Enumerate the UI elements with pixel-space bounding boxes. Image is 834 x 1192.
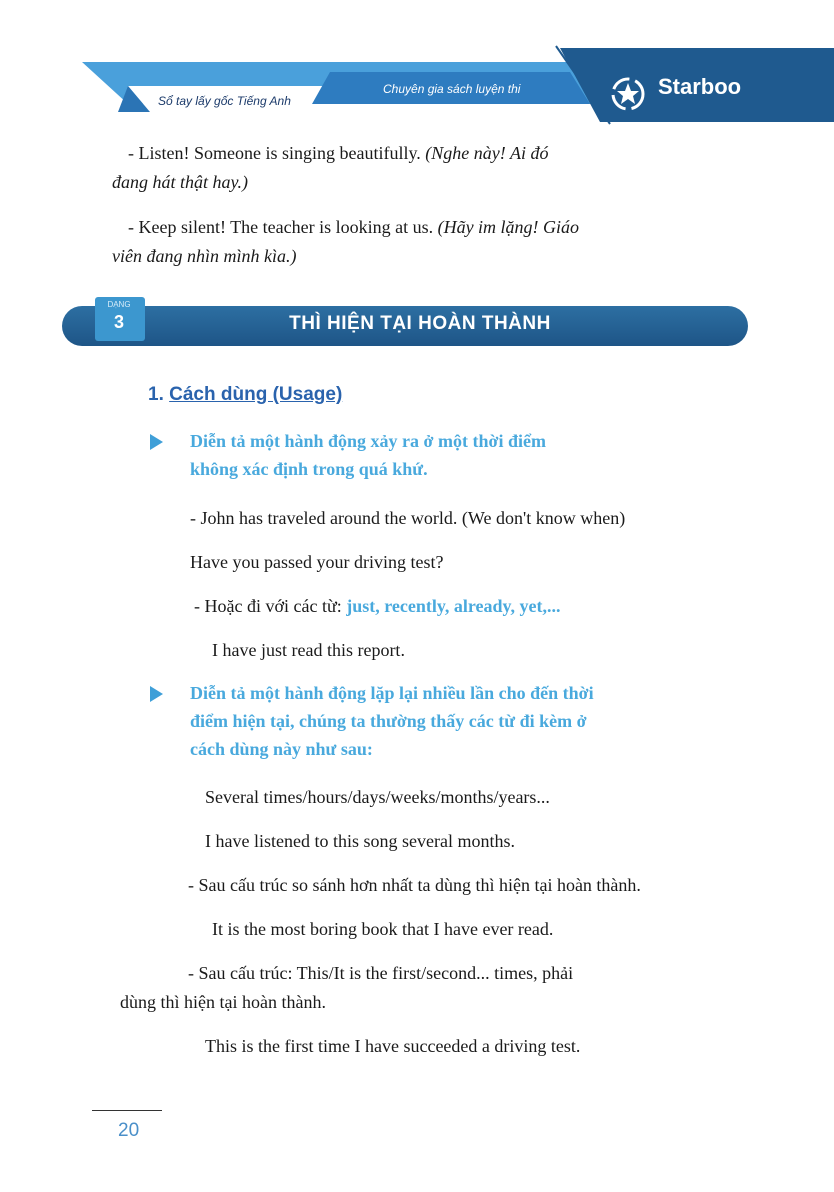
intro-example-1-translation-cont: đang hát thật hay.) [112,172,248,192]
intro-example-1-sentence: - Listen! Someone is singing beautifully. [128,143,421,163]
example-1: - John has traveled around the world. (We don't know when) [190,508,626,528]
note-1 [194,594,561,618]
tagline: Chuyên gia sách luyện thi [383,82,521,96]
note-1-prefix: - Hoặc đi với các từ: [194,596,342,616]
example-3: I have just read this report. [212,640,405,660]
section-number: 3 [113,312,124,332]
section-title: THÌ HIỆN TẠI HOÀN THÀNH [289,313,551,334]
rule-2-line-3: cách dùng này như sau: [190,739,373,759]
footer-rule [92,1110,162,1111]
intro-example-1-line-1 [128,141,548,165]
note-3-line-2: dùng thì hiện tại hoàn thành. [120,992,326,1012]
rule-1-line-2: không xác định trong quá khứ. [190,459,428,479]
example-6: This is the first time I have succeeded a driving test. [205,1036,581,1056]
usage-number: 1. [148,384,164,405]
intro-example-2-sentence: - Keep silent! The teacher is looking at us. [128,217,434,237]
intro-example-1-translation: (Nghe này! Ai đó [425,143,549,163]
brand-name: Starboo [658,74,742,99]
rule-1-line-1: Diễn tả một hành động xảy ra ở một thời điểm [190,431,546,451]
example-2: Have you passed your driving test? [190,552,444,572]
note-2: - Sau cấu trúc so sánh hơn nhất ta dùng thì hiện tại hoàn thành. [188,875,641,895]
rule-2-line-1: Diễn tả một hành động lặp lại nhiều lần cho đến thời [190,683,594,703]
intro-example-2-line-1 [128,215,579,239]
rule-2-line-2: điểm hiện tại, chúng ta thường thấy các từ đi kèm ở [190,711,587,731]
header-banner [0,0,834,130]
usage-heading [148,384,342,406]
example-4: I have listened to this song several months. [205,831,515,851]
example-5: It is the most boring book that I have ever read. [212,919,554,939]
note-3-line-1: - Sau cấu trúc: This/It is the first/second... times, phải [188,963,574,983]
usage-heading-text: Cách dùng (Usage) [169,384,343,405]
note-1-words: just, recently, already, yet,... [346,596,561,616]
series-label: Sổ tay lấy gốc Tiếng Anh [158,94,291,108]
page-number: 20 [118,1120,140,1141]
dang-label: DẠNG [107,300,131,309]
time-words: Several times/hours/days/weeks/months/years... [205,787,550,807]
intro-example-2-translation-cont: viên đang nhìn mình kìa.) [112,246,297,266]
intro-example-2-translation: (Hãy im lặng! Giáo [437,217,580,237]
bullet-arrow-icon [150,686,163,702]
bullet-arrow-icon [150,434,163,450]
star-circle-icon [608,74,648,114]
banner-shapes [0,0,834,130]
